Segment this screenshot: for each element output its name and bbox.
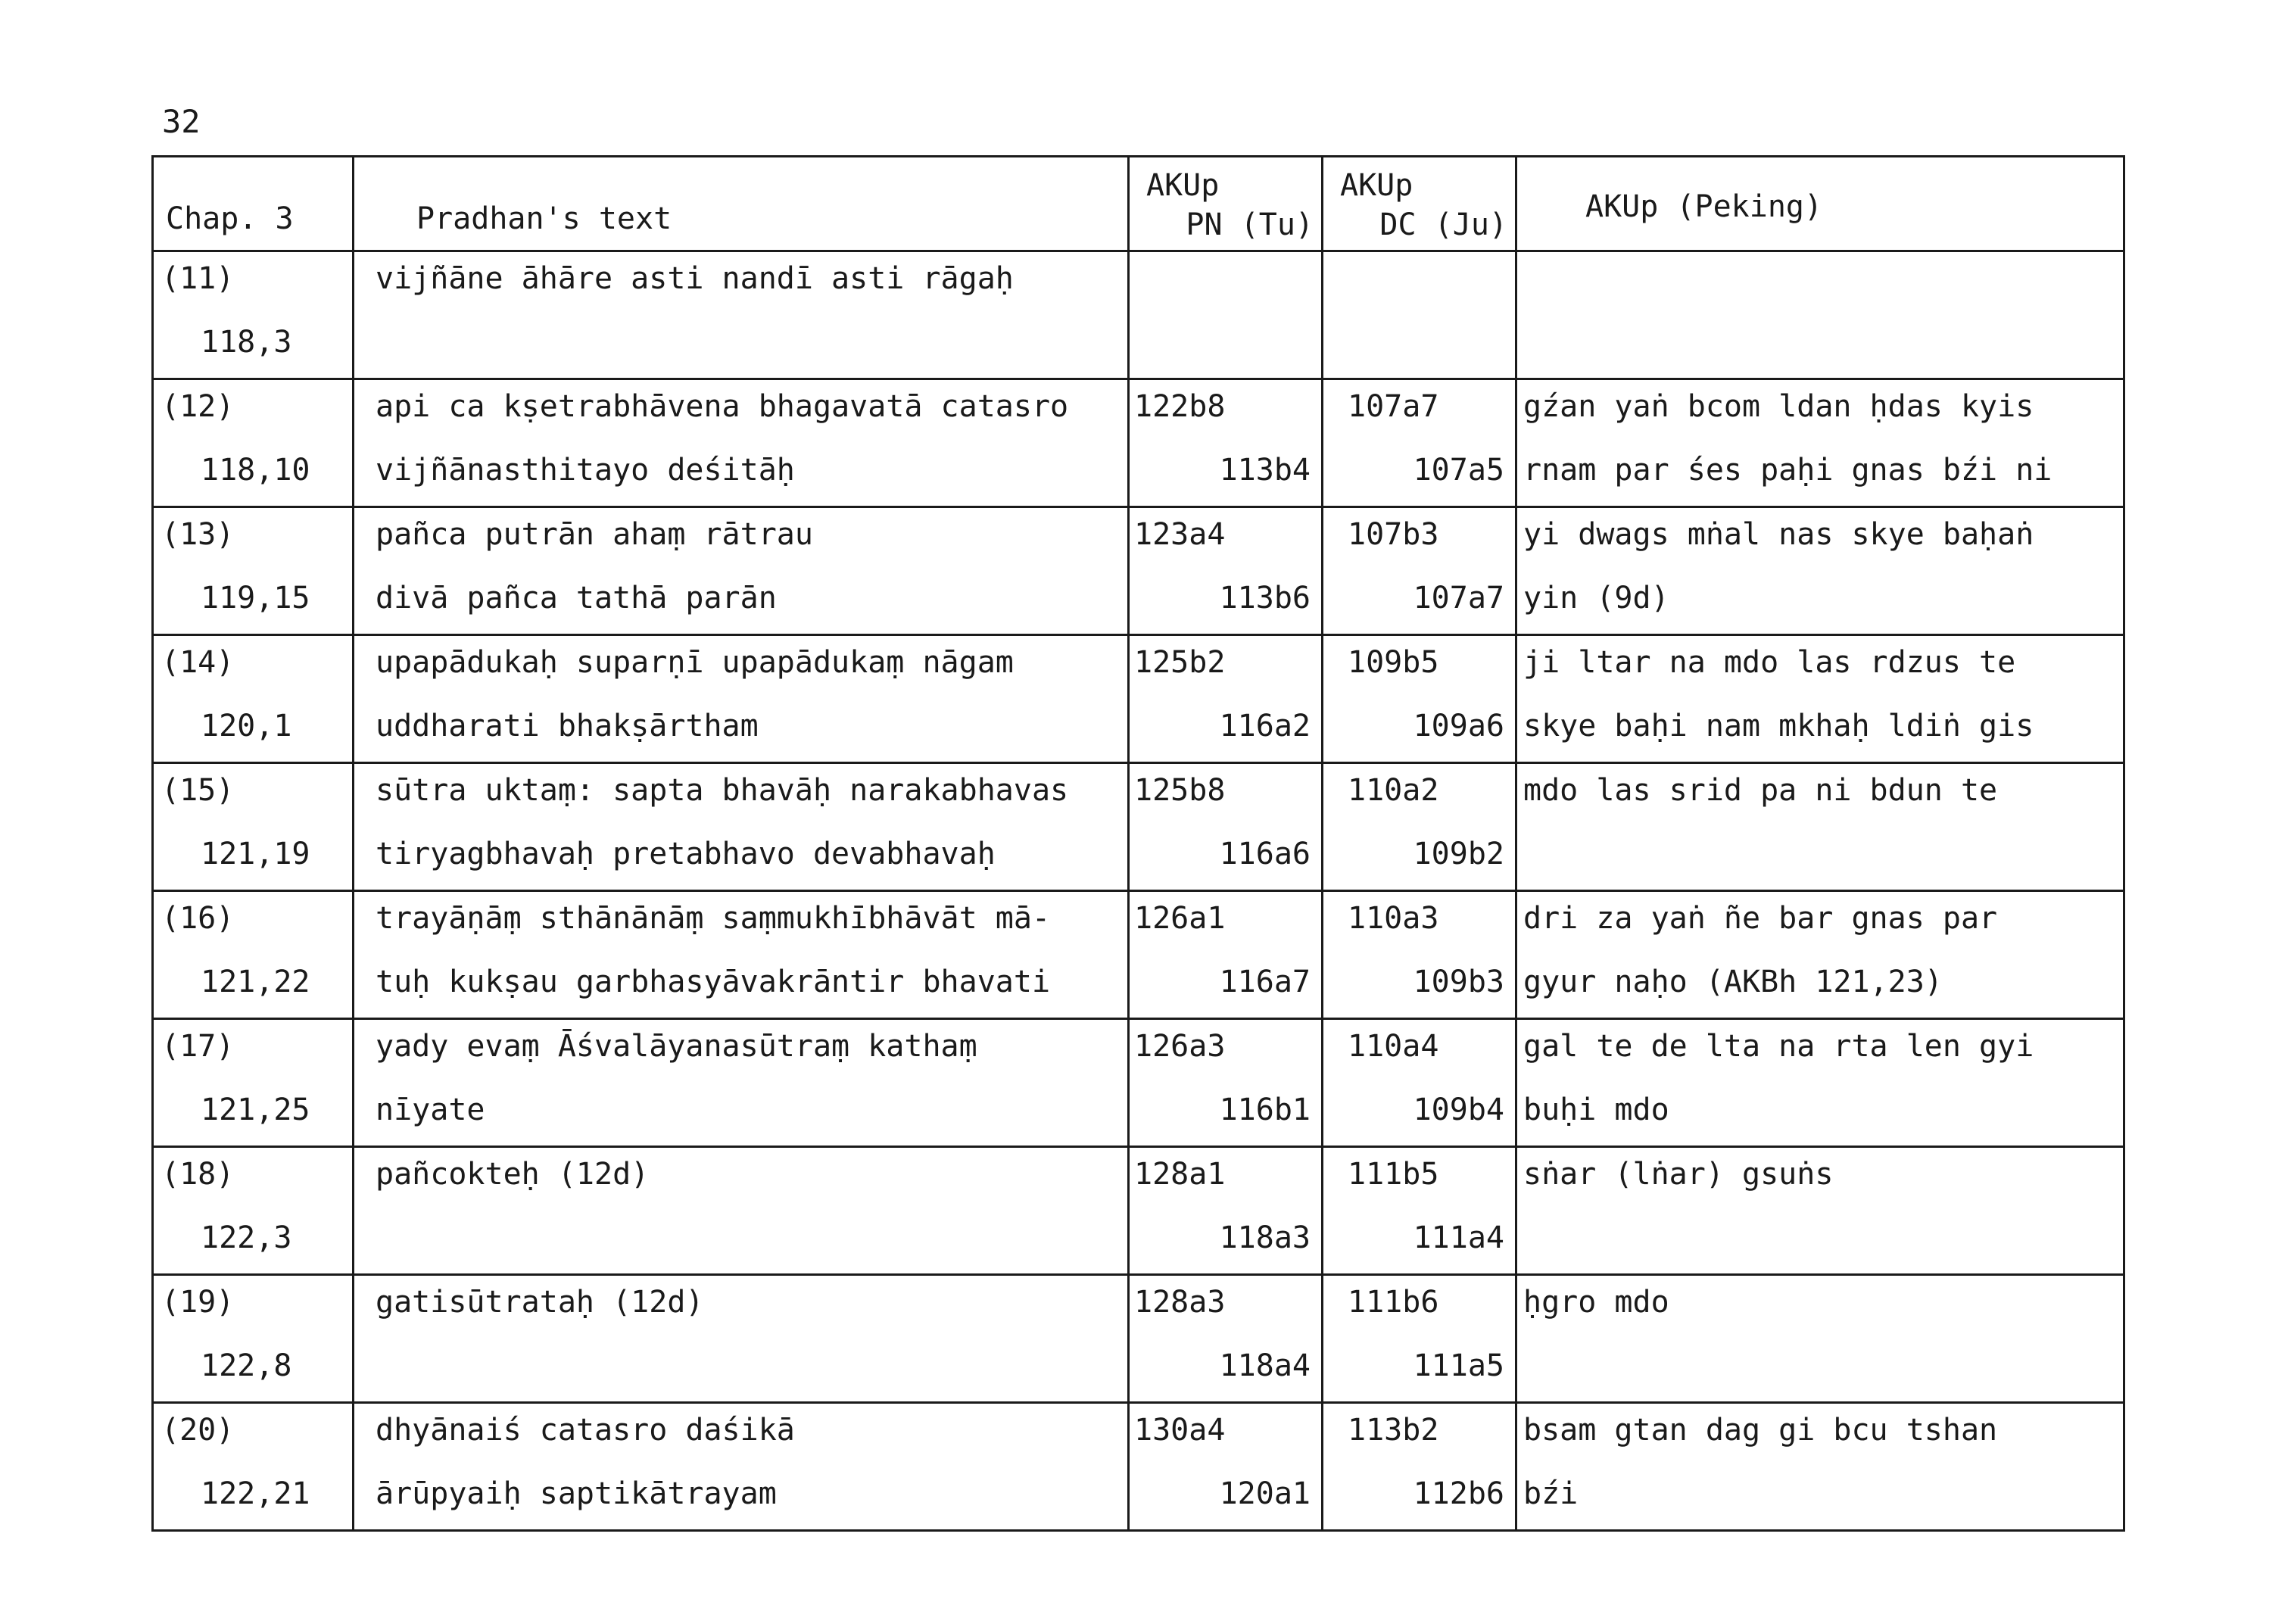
chapter-ref-line: (15) (161, 773, 235, 808)
chapter-ref-cell (153, 635, 354, 763)
dc-ref-line: 109b2 (1413, 837, 1504, 871)
peking-text-line: gźan yaṅ bcom ldan ḥdas kyis (1523, 389, 2034, 424)
dc-ref-cell (1323, 379, 1516, 507)
chapter-ref-line: 121,19 (201, 837, 310, 871)
chapter-ref-line: (12) (161, 389, 235, 424)
chapter-ref-cell (153, 379, 354, 507)
dc-ref-cell (1323, 1403, 1516, 1531)
sanskrit-text-cell (354, 507, 1129, 635)
pn-ref-line: 118a3 (1219, 1220, 1311, 1255)
peking-text-line: buḥi mdo (1523, 1093, 1669, 1127)
peking-text-line: bsam gtan dag gi bcu tshan (1523, 1413, 1998, 1448)
header-chap: Chap. 3 (153, 157, 354, 251)
chapter-ref-cell (153, 507, 354, 635)
peking-text-line: dri za yaṅ ñe bar gnas par (1523, 901, 1998, 936)
dc-ref-line: 112b6 (1413, 1476, 1504, 1511)
dc-ref-line: 109a6 (1413, 709, 1504, 743)
sanskrit-text-line: api ca kṣetrabhāvena bhagavatā catasro (376, 389, 1069, 424)
sanskrit-text-line: tiryagbhavaḥ pretabhavo devabhavaḥ (376, 837, 996, 871)
peking-text-line: ji ltar na mdo las rdzus te (1523, 645, 2016, 680)
pn-ref-line: 126a1 (1134, 901, 1226, 936)
pn-ref-cell (1129, 763, 1323, 891)
chapter-ref-cell (153, 251, 354, 379)
pn-ref-cell (1129, 251, 1323, 379)
sanskrit-text-line: vijñāne āhāre asti nandī asti rāgaḥ (376, 261, 1014, 296)
pn-ref-line: 113b6 (1219, 581, 1311, 616)
sanskrit-text-line: upapādukaḥ suparṇī upapādukaṃ nāgam (376, 645, 1014, 680)
chapter-ref-line: (17) (161, 1029, 235, 1064)
sanskrit-text-cell (354, 379, 1129, 507)
dc-ref-cell (1323, 1019, 1516, 1147)
pn-ref-line: 118a4 (1219, 1348, 1311, 1383)
header-dc: AKUp DC (Ju) (1323, 157, 1516, 251)
sanskrit-text-line: uddharati bhakṣārtham (376, 709, 759, 743)
pn-ref-cell (1129, 635, 1323, 763)
chapter-ref-line: 122,21 (201, 1476, 310, 1511)
pn-ref-line: 116a2 (1219, 709, 1311, 743)
table-row (153, 507, 2124, 635)
chapter-ref-line: (19) (161, 1285, 235, 1320)
sanskrit-text-cell (354, 1403, 1129, 1531)
chapter-ref-line: 119,15 (201, 581, 310, 616)
pn-ref-line: 116a6 (1219, 837, 1311, 871)
dc-ref-line: 107a5 (1413, 453, 1504, 488)
header-row (153, 157, 2124, 251)
table-row (153, 763, 2124, 891)
pn-ref-cell (1129, 1147, 1323, 1275)
pn-ref-line: 123a4 (1134, 517, 1226, 552)
pn-ref-line: 126a3 (1134, 1029, 1226, 1064)
peking-text-cell (1516, 379, 2124, 507)
sanskrit-text-line: dhyānaiś catasro daśikā (376, 1413, 795, 1448)
chapter-ref-line: (18) (161, 1157, 235, 1192)
peking-text-cell (1516, 507, 2124, 635)
chapter-ref-line: (11) (161, 261, 235, 296)
pn-ref-line: 125b8 (1134, 773, 1226, 808)
pn-ref-line: 130a4 (1134, 1413, 1226, 1448)
chapter-ref-cell (153, 1147, 354, 1275)
dc-ref-cell (1323, 891, 1516, 1019)
sanskrit-text-cell (354, 1147, 1129, 1275)
dc-ref-line: 110a3 (1348, 901, 1439, 936)
header-pn: AKUp PN (Tu) (1129, 157, 1323, 251)
chapter-ref-line: (13) (161, 517, 235, 552)
sanskrit-text-cell (354, 251, 1129, 379)
chapter-ref-cell (153, 1275, 354, 1403)
sanskrit-text-cell (354, 891, 1129, 1019)
page-number: 32 (162, 103, 201, 140)
pn-ref-line: 128a1 (1134, 1157, 1226, 1192)
table-row (153, 379, 2124, 507)
dc-ref-line: 111b5 (1348, 1157, 1439, 1192)
table-row (153, 635, 2124, 763)
sanskrit-text-line: pañca putrān ahaṃ rātrau (376, 517, 813, 552)
sanskrit-text-line: yady evaṃ Āśvalāyanasūtraṃ kathaṃ (376, 1029, 977, 1064)
table-row (153, 251, 2124, 379)
pn-ref-cell (1129, 891, 1323, 1019)
sanskrit-text-cell (354, 763, 1129, 891)
sanskrit-text-line: vijñānasthitayo deśitāḥ (376, 453, 795, 488)
header-peking: AKUp (Peking) (1516, 157, 2124, 251)
pn-ref-line: 116a7 (1219, 965, 1311, 999)
peking-text-line: gyur naḥo (AKBh 121,23) (1523, 965, 1943, 999)
dc-ref-cell (1323, 251, 1516, 379)
sanskrit-text-cell (354, 635, 1129, 763)
chapter-ref-line: 120,1 (201, 709, 292, 743)
chapter-ref-line: 118,3 (201, 325, 292, 360)
table-row (153, 891, 2124, 1019)
peking-text-line: skye baḥi nam mkhaḥ ldiṅ gis (1523, 709, 2034, 743)
table-row (153, 1403, 2124, 1531)
peking-text-line: yi dwags mṅal nas skye baḥaṅ (1523, 517, 2034, 552)
peking-text-cell (1516, 1147, 2124, 1275)
pn-ref-line: 128a3 (1134, 1285, 1226, 1320)
peking-text-cell (1516, 251, 2124, 379)
pn-ref-line: 122b8 (1134, 389, 1226, 424)
dc-ref-cell (1323, 1147, 1516, 1275)
sanskrit-text-line: divā pañca tathā parān (376, 581, 777, 616)
dc-ref-cell (1323, 507, 1516, 635)
pn-ref-cell (1129, 507, 1323, 635)
peking-text-cell (1516, 763, 2124, 891)
peking-text-line: rnam par śes paḥi gnas bźi ni (1523, 453, 2052, 488)
chapter-ref-line: (16) (161, 901, 235, 936)
peking-text-line: sṅar (lṅar) gsuṅs (1523, 1157, 1834, 1192)
pn-ref-line: 116b1 (1219, 1093, 1311, 1127)
peking-text-line: mdo las srid pa ni bdun te (1523, 773, 1998, 808)
chapter-ref-cell (153, 1019, 354, 1147)
dc-ref-line: 107a7 (1413, 581, 1504, 616)
concordance-table (151, 155, 2125, 1532)
chapter-ref-cell (153, 1403, 354, 1531)
dc-ref-line: 107a7 (1348, 389, 1439, 424)
peking-text-cell (1516, 891, 2124, 1019)
sanskrit-text-line: pañcokteḥ (12d) (376, 1157, 650, 1192)
header-text: Pradhan's text (354, 157, 1129, 251)
chapter-ref-line: 122,8 (201, 1348, 292, 1383)
dc-ref-cell (1323, 763, 1516, 891)
peking-text-line: yin (9d) (1523, 581, 1669, 616)
table-row (153, 1147, 2124, 1275)
dc-ref-line: 111b6 (1348, 1285, 1439, 1320)
peking-text-line: bźi (1523, 1476, 1579, 1511)
peking-text-line: ḥgro mdo (1523, 1285, 1669, 1320)
dc-ref-line: 109b5 (1348, 645, 1439, 680)
dc-ref-line: 111a5 (1413, 1348, 1504, 1383)
sanskrit-text-line: sūtra uktaṃ: sapta bhavāḥ narakabhavas (376, 773, 1069, 808)
pn-ref-cell (1129, 1019, 1323, 1147)
pn-ref-line: 125b2 (1134, 645, 1226, 680)
chapter-ref-line: 121,22 (201, 965, 310, 999)
chapter-ref-cell (153, 763, 354, 891)
peking-text-cell (1516, 1019, 2124, 1147)
chapter-ref-line: 121,25 (201, 1093, 310, 1127)
pn-ref-line: 120a1 (1219, 1476, 1311, 1511)
dc-ref-line: 107b3 (1348, 517, 1439, 552)
dc-ref-line: 113b2 (1348, 1413, 1439, 1448)
dc-ref-line: 109b4 (1413, 1093, 1504, 1127)
chapter-ref-line: (20) (161, 1413, 235, 1448)
peking-text-cell (1516, 1403, 2124, 1531)
dc-ref-cell (1323, 1275, 1516, 1403)
peking-text-cell (1516, 635, 2124, 763)
pn-ref-cell (1129, 1275, 1323, 1403)
table-row (153, 1019, 2124, 1147)
peking-text-cell (1516, 1275, 2124, 1403)
dc-ref-line: 111a4 (1413, 1220, 1504, 1255)
chapter-ref-line: (14) (161, 645, 235, 680)
table-row (153, 1275, 2124, 1403)
sanskrit-text-line: ārūpyaiḥ saptikātrayam (376, 1476, 777, 1511)
pn-ref-line: 113b4 (1219, 453, 1311, 488)
sanskrit-text-line: nīyate (376, 1093, 485, 1127)
sanskrit-text-line: trayāṇāṃ sthānānāṃ saṃmukhībhāvāt mā- (376, 901, 1051, 936)
peking-text-line: gal te de lta na rta len gyi (1523, 1029, 2034, 1064)
dc-ref-line: 110a2 (1348, 773, 1439, 808)
sanskrit-text-line: tuḥ kukṣau garbhasyāvakrāntir bhavati (376, 965, 1051, 999)
dc-ref-cell (1323, 635, 1516, 763)
sanskrit-text-cell (354, 1019, 1129, 1147)
pn-ref-cell (1129, 1403, 1323, 1531)
sanskrit-text-line: gatisūtrataḥ (12d) (376, 1285, 704, 1320)
pn-ref-cell (1129, 379, 1323, 507)
chapter-ref-cell (153, 891, 354, 1019)
dc-ref-line: 109b3 (1413, 965, 1504, 999)
sanskrit-text-cell (354, 1275, 1129, 1403)
chapter-ref-line: 122,3 (201, 1220, 292, 1255)
chapter-ref-line: 118,10 (201, 453, 310, 488)
dc-ref-line: 110a4 (1348, 1029, 1439, 1064)
